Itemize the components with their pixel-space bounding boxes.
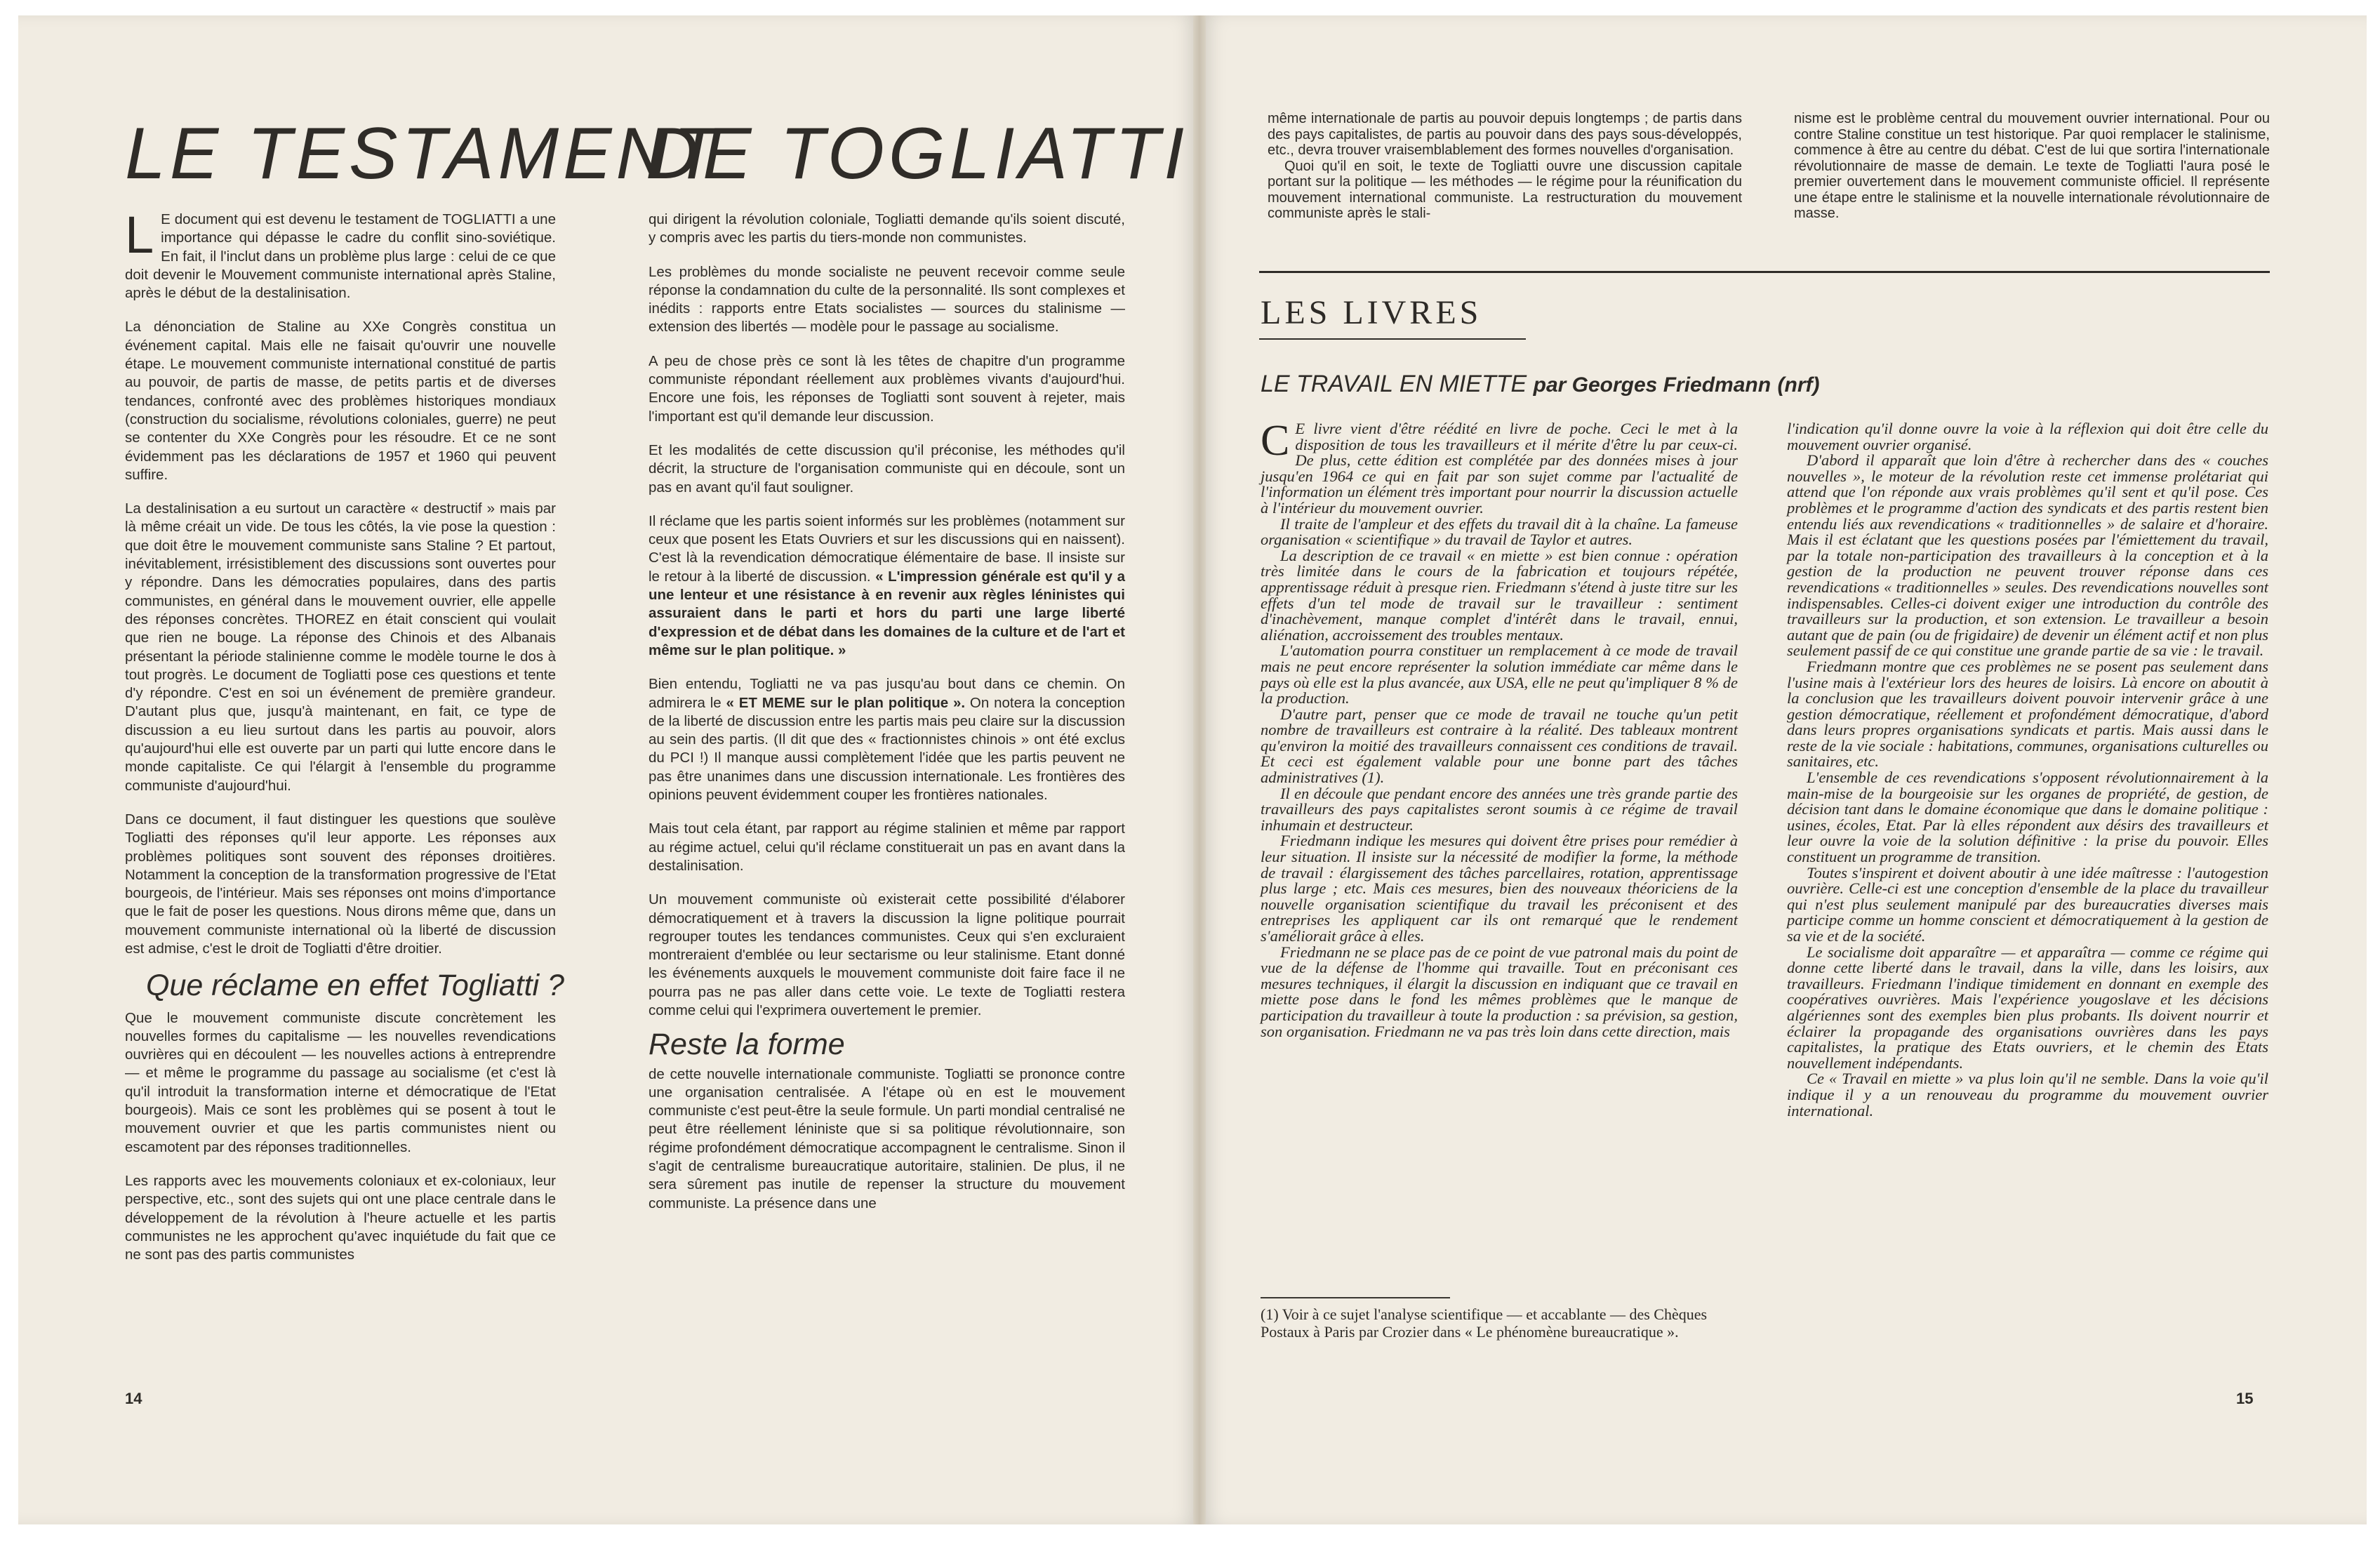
bold-quote: « ET MEME sur le plan politique ».: [726, 694, 966, 711]
review-paragraph: l'indication qu'il donne ouvre la voie à la réflexion qui doit être celle du mouvement ouvrier organisé.: [1787, 420, 2268, 453]
review-paragraph: D'autre part, penser que ce mode de travail ne touche qu'un petit nombre de travailleurs est contraire à la réalité. Des tableaux montrent qu'environ la moitié des travailleurs connaissent ces conditions de travail. Et ceci est également valable pour une bonne part des tâches administratives (1).: [1261, 705, 1738, 787]
review-paragraph: Friedmann indique les mesures qui doivent être prises pour remédier à leur situation. Il insiste sur la nécessité de modifier la forme, la méthode de travail : élargissement des tâches parcellaires, rotation, apprentissage plus large ; etc. Mais ces mesures, bien des nouveaux théoriciens de la nouvelle organisation scientifique du travail les préconisent et des entreprises les appliquent car ils ont remarqué que le rendement s'améliorait grâce à elles.: [1261, 832, 1738, 945]
review-paragraph: Friedmann ne se place pas de ce point de vue patronal mais du point de vue de la défense de l'homme qui travaille. Tout en préconisant ces mesures techniques, il élargit la discussion en indiquant que ce travail en miette pose dans le fond les mêmes problèmes que le manque de participation du travailleur à toute la production : sa prévision, sa gestion, son organisation. Friedmann ne va pas très loin dans cette direction, mais: [1261, 943, 1738, 1040]
paragraph: Les problèmes du monde socialiste ne peuvent recevoir comme seule réponse la condamnation du culte de la personnalité. Ils sont complexes et inédits : rapports entre Etats socialistes — sources du stalinisme — extension des libertés — modèle pour le passage au socialisme.: [649, 263, 1125, 335]
review-paragraph: Toutes s'inspirent et doivent aboutir à une idée maîtresse : l'autogestion ouvrière. Celle-ci est une conception d'ensemble de la place du travailleur qui n'est plus seulement manipulé par des bureaucraties diverses mais participe comme un homme conscient et démocratiquement à la gestion de sa vie et de la société.: [1787, 863, 2268, 945]
paragraph: Bien entendu, Togliatti ne va pas jusqu'au bout dans ce chemin. On admirera le « ET MEME sur le plan politique ». On notera la conception de la liberté de discussion entre les partis mais peu claire sur la discussion au sein des partis. (Il dit que des « fractionnistes chinois » ont été exclus du PCI !) Il manque aussi complètement l'idée que les partis peuvent ne pas être unanimes dans une discussion internationale. Les frontières des opinions peuvent évidemment couper les frontières nationales.: [649, 676, 1125, 804]
review-paragraph: Le socialisme doit apparaître — et apparaîtra — comme ce régime qui donne cette liberté dans le travail, dans la ville, dans les loisirs, aux travailleurs. Friedmann l'indique timidement en donnant en exemple des coopératives ouvrières. Mais l'expérience yougoslave et les décisions algériennes sont des exemples bien plus probants. Ils doivent nourrir et éclairer la propagande des organisations ouvrières dans les pays capitalistes, la pratique des Etats ouvriers, et le chemin des Etats nouvellement indépendants.: [1787, 943, 2268, 1072]
review-paragraph: C E livre vient d'être réédité en livre de poche. Ceci le met à la disposition de tous les travailleurs et il mérite d'être lu par ceux-ci. De plus, cette édition est complétée par des données mises à jour jusqu'en 1964 ce qui en fait par son sujet comme par l'actualité de l'information un élément très important pour nourrir la discussion actuelle à l'intérieur du mouvement ouvrier.: [1261, 417, 1738, 517]
section-rule: [1259, 271, 2270, 273]
review-paragraph: Il traite de l'ampleur et des effets du travail dit à la chaîne. La fameuse organisation « scientifique » du travail de Taylor et autres.: [1261, 514, 1738, 549]
paragraph: de cette nouvelle internationale communiste. Togliatti se prononce contre une organisation centralisée. A l'étape où en est le mouvement communiste c'est peut-être la seule formule. Un parti mondial centralisé ne peut être réellement léniniste que si sa politique révolutionnaire, son régime profondément démocratique accompagnent le centralisme. Sinon il s'agit de centralisme bureaucratique autoritaire, stalinien. De plus, il ne sera sûrement pas inutile de repenser la structure du mouvement communiste. La présence dans une: [649, 1065, 1125, 1211]
review-paragraph: L'ensemble de ces revendications s'opposent révolutionnairement à la main-mise de la bourgeoisie sur les organes de propriété, de gestion, de décision tant dans le domaine économique que dans le domaine politique : usines, écoles, Etat. Par là elles répondent aux désirs des travailleurs et leur ouvre la voie de la solution définitive : la prise du pouvoir. Elles constituent un programme de transition.: [1787, 769, 2268, 866]
book-publisher: (nrf): [1777, 373, 1820, 397]
book-title: LE TRAVAIL EN MIETTE: [1261, 371, 1527, 397]
right-top-column-1: [1268, 111, 1742, 222]
review-paragraph: Friedmann montre que ces problèmes ne se posent pas seulement dans l'usine mais à l'extérieur lors des heures de loisirs. Là encore on aboutit à la conclusion que les travailleurs doivent pouvoir intervenir grâce à une gestion démocratique, réellement et profondément démocratique, d'abord dans leurs propres organisations syndicats et partis. Mais aussi dans le reste de la vie sociale : habitations, communes, organisations culturelles ou sanitaires, etc.: [1787, 657, 2268, 771]
review-paragraph: La description de ce travail « en miette » est bien connue : opération très limitée dans le cours de la fabrication et toujours répétée, apprentissage réduit à presque rien. Friedmann s'étend à juste titre sur les effets d'un tel mode de travail sur le travailleur : sentiment d'inachèvement, manque complet d'intérêt dans le travail, ennui, aliénation, accroissement des troubles mentaux.: [1261, 546, 1738, 644]
left-column-1: [125, 206, 564, 1280]
article-title-part2: DE TOGLIATTI: [646, 113, 1189, 194]
dropcap: L: [125, 206, 154, 264]
page-number-right: 15: [2236, 1390, 2254, 1407]
review-paragraph: L'automation pourra constituer un remplacement à ce mode de travail mais ne peut encore représenter la solution immédiate car même dans le pays où elle est la plus avancée, aux USA, elle ne peut qu'impliquer 8 % de la production.: [1261, 642, 1738, 707]
paragraph: A peu de chose près ce sont là les têtes de chapitre d'un programme communiste répondant réellement aux problèmes vivants d'aujourd'hui. Encore une fois, les réponses de Togliatti sont souvent à rejeter, mais l'important est qu'il demande leur discussion.: [649, 352, 1125, 425]
page-number-left: 14: [125, 1390, 142, 1407]
review-paragraph: Il en découle que pendant encore des années une très grande partie des travailleurs des pays capitalistes seront soumis à ce régime de travail inhumain et destructeur.: [1261, 784, 1738, 834]
review-paragraph: Ce « Travail en miette » va plus loin qu'il ne semble. Dans la voie qu'il indique il y a un renouveau du programme du mouvement ouvrier international.: [1787, 1070, 2268, 1119]
footnote: (1) Voir à ce sujet l'analyse scientifique — et accablante — des Chèques Postaux à Paris par Crozier dans « Le phénomène bureaucratique ».: [1261, 1305, 1708, 1341]
subheading-que-reclame: Que réclame en effet Togliatti ?: [146, 969, 564, 1003]
review-paragraph: D'abord il apparaît que loin d'être à rechercher dans des « couches nouvelles », le moteur de la révolution reste cet immense prolétariat qui attend que l'on réponde aux vrais problèmes qu'il sent et qu'il pose. Ces problèmes et le programme d'action des syndicats et des partis restent bien entendu liés aux revendications « traditionnelles » de salaire et d'horaire. Mais il est éclatant que les questions posées par l'émiettement du travail, par la totale non-participation des travailleurs à la conception et à la gestion de la production ne peuvent trouver réponse dans ces revendications « traditionnelles » seules. Des revendications nouvelles sont indispensables. Celles-ci doivent exiger une introduction du contrôle des travailleurs sur la production, et son extension. Le travailleur a besoin autant que de pain (ou de frigidaire) de devenir un élément actif et non plus seulement passif de ce qui constitue une grande partie de sa vie : le travail.: [1787, 451, 2268, 660]
left-column-2: [649, 211, 1125, 1228]
paragraph: qui dirigent la révolution coloniale, Togliatti demande qu'ils soient discuté, y compris avec les partis du tiers-monde non communistes.: [649, 211, 1125, 246]
paragraph: même internationale de partis au pouvoir depuis longtemps ; de partis dans des pays capitalistes, de partis au pouvoir dans des pays sous-développés, etc., devra trouver vraisemblablement des formes nouvelles d'organisation.: [1268, 111, 1742, 158]
paragraph: La dénonciation de Staline au XXe Congrès constitua un événement capital. Mais elle ne faisait qu'ouvrir une nouvelle étape. Le mouvement communiste international constitué de partis au pouvoir, de partis de masse, de petits partis et de diverses tendances, confronté avec des problèmes historiques mondiaux (construction du socialisme, révolutions coloniales, guerre) ne peut se contenter du XXe Congrès pour les résoudre. Et ce ne sont évidemment pas les déclarations de 1957 et 1960 qui peuvent suffire.: [125, 319, 556, 483]
review-column-1: [1261, 417, 1738, 1040]
article-title-part1: LE TESTAMENT: [125, 113, 722, 194]
paragraph: Que le mouvement communiste discute concrètement les nouvelles formes du capitalisme — les nouvelles revendications ouvrières qui en découlent — les nouvelles actions à entreprendre — et même le programme du passage au socialisme (et c'est là qu'il introduit la transformation interne et démocratique de l'Etat bourgeois). Mais ce sont les problèmes qui se posent à tout le mouvement ouvrier et que les partis communistes nient ou escamotent par des réponses traditionnelles.: [125, 1009, 556, 1155]
subheading-reste-la-forme: Reste la forme: [649, 1028, 845, 1062]
paragraph: nisme est le problème central du mouvement ouvrier international. Pour ou contre Staline constitue un test historique. Par quoi remplacer le stalinisme, commence à être au centre du débat. C'est de lui que sortira l'internationale révolutionnaire de masse de demain. Le texte de Togliatti l'aura posé le premier ouvertement dans le mouvement communiste officiel. Il représente une étape entre le stalinisme et la nouvelle internationale révolutionnaire de masse.: [1794, 111, 2270, 221]
section-title: LES LIVRES: [1261, 294, 1482, 331]
section-title-underline: [1259, 338, 1526, 340]
footnote-rule: [1261, 1297, 1450, 1298]
paragraph: Dans ce document, il faut distinguer les questions que soulève Togliatti des réponses qu'il leur apporte. Les réponses aux problèmes politiques sont souvent des réponses droitières. Notamment la conception de la transformation progressive de l'Etat bourgeois, de l'intérieur. Mais ses réponses ont moins d'importance que le fait de poser les questions. Nous dirons même que, dans un mouvement communiste international où la liberté de discussion est admise, c'est le droit de Togliatti d'être droitier.: [125, 811, 556, 957]
book-author: par Georges Friedmann: [1533, 373, 1771, 397]
book-heading: [1261, 371, 1820, 398]
intro-paragraph: L E document qui est devenu le testament de TOGLIATTI a une importance qui dépasse le cadre du conflit sino-soviétique. En fait, il l'inclut dans un problème plus large : celui de ce que doit devenir le Mouvement communiste international après Staline, après le début de la destalinisation.: [125, 206, 556, 302]
paragraph: Il réclame que les partis soient informés sur les problèmes (notamment sur ceux que posent les Etats Ouvriers et sur les discussions qui en naissent). C'est là la revendication démocratique élémentaire de base. Il insiste sur le retour à la liberté de discussion. « L'impression générale est qu'il y a une lenteur et une résistance à en revenir aux règles léninistes qui assuraient dans le parti et hors du parti une large liberté d'expression et de débat dans les domaines de la culture et de l'art et même sur le plan politique. »: [649, 512, 1125, 658]
review-column-2: [1787, 421, 2268, 1119]
right-top-column-2: [1794, 111, 2270, 222]
paragraph: Un mouvement communiste où existerait cette possibilité d'élaborer démocratiquement et à travers la discussion la ligne politique pourrait regrouper toutes les tendances communistes. Ceux qui s'en excluraient montreraient d'emblée ou leur sectarisme ou leur stalinisme. Etant donné les événements auxquels le mouvement communiste doit faire face il ne pourra pas ne pas aller dans cette voie. Le texte de Togliatti restera comme celui qui l'exprimera ouvertement le premier.: [649, 891, 1125, 1018]
paragraph: Mais tout cela étant, par rapport au régime stalinien et même par rapport au régime actuel, celui qu'il réclame constituerait un pas en avant dans la destalinisation.: [649, 820, 1125, 874]
page-gutter: [1193, 15, 1206, 1524]
dropcap: C: [1261, 417, 1290, 465]
paragraph: Et les modalités de cette discussion qu'il préconise, les méthodes qu'il décrit, la structure de l'organisation communiste qui en découle, sont un pas en avant qu'il faut souligner.: [649, 441, 1125, 496]
paragraph: Quoi qu'il en soit, le texte de Togliatti ouvre une discussion capitale portant sur la politique — les méthodes — le régime pour la réunification du mouvement international communiste. La restructuration du mouvement communiste après le stali-: [1268, 158, 1742, 221]
paragraph: La destalinisation a eu surtout un caractère « destructif » mais par là même créait un vide. De tous les côtés, la vie pose la question : que doit être le mouvement communiste sans Staline ? Et partout, inévitablement, irrésistiblement des discussions sont ouvertes pour y répondre. Dans les démocraties populaires, dans des partis communistes, en général dans le mouvement ouvrier, elle appelle des réponses concrètes. THOREZ en était conscient qui voulait que rien ne bouge. La réponse des Chinois et des Albanais présentant la période stalinienne comme le modèle tourne le dos à tout progrès. Le document de Togliatti pose ces questions et tente d'y répondre. C'est en soi un événement de première grandeur. D'autant plus que, jusqu'à maintenant, en fait, ce type de discussion a eu lieu surtout dans les partis au pouvoir, alors qu'aujourd'hui elle est ouverte par un parti qui lutte encore dans le monde capitaliste. Ce qui l'élargit à l'ensemble du programme communiste d'aujourd'hui.: [125, 500, 556, 794]
bold-quote: « L'impression générale est qu'il y a une lenteur et une résistance à en revenir aux règles léninistes qui assuraient dans le parti et hors du parti une large liberté d'expression et de débat dans les domaines de la culture et de l'art et même sur le plan politique. »: [649, 568, 1125, 658]
paragraph: Les rapports avec les mouvements coloniaux et ex-coloniaux, leur perspective, etc., sont des sujets qui ont une place centrale dans le développement de la révolution à l'heure actuelle et les partis communistes ne les approchent qu'avec inquiétude du fait que ce ne sont pas des partis communistes: [125, 1172, 556, 1263]
